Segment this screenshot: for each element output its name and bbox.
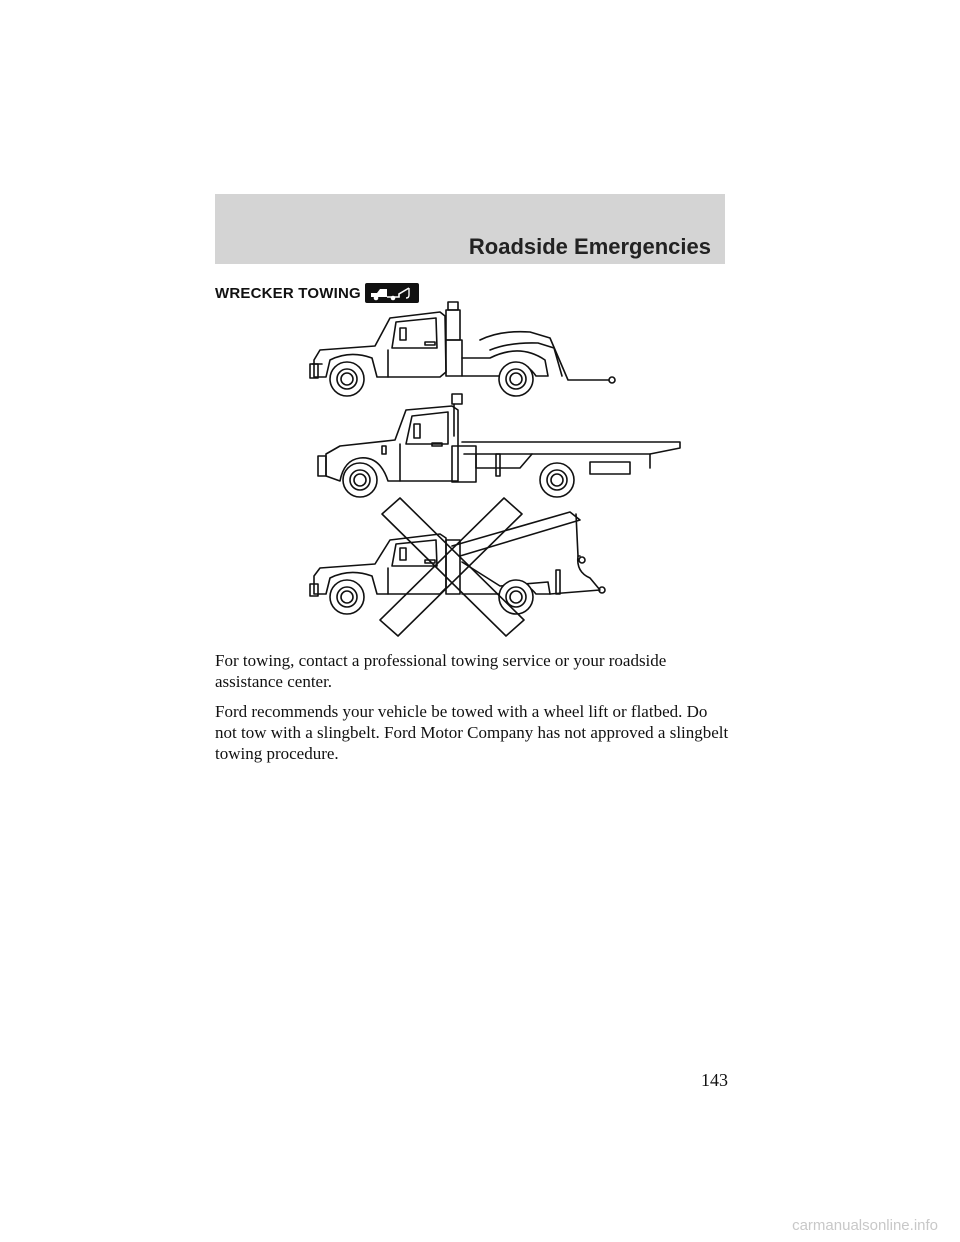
- section-header-band: [215, 194, 725, 264]
- flatbed-tow-truck: [318, 394, 680, 497]
- footer-watermark: carmanualsonline.info: [792, 1217, 938, 1234]
- towing-method-paragraph: Ford recommends your vehicle be towed with a wheel lift or flatbed. Do not tow with a slingbelt. Ford Motor Company has not approved a slingbelt towing procedure.: [215, 702, 729, 763]
- wheel-lift-tow-truck: [310, 302, 615, 396]
- slingbelt-tow-truck: [310, 498, 605, 636]
- chapter-title: Roadside Emergencies: [468, 234, 711, 259]
- section-title: WRECKER TOWING: [215, 284, 361, 302]
- prohibited-x-mark: [380, 498, 524, 636]
- page-number: 143: [701, 1070, 728, 1090]
- towing-illustrations: [300, 298, 700, 643]
- towing-contact-paragraph: For towing, contact a professional towing service or your roadside assistance center.: [215, 651, 667, 691]
- body-text: [215, 650, 730, 773]
